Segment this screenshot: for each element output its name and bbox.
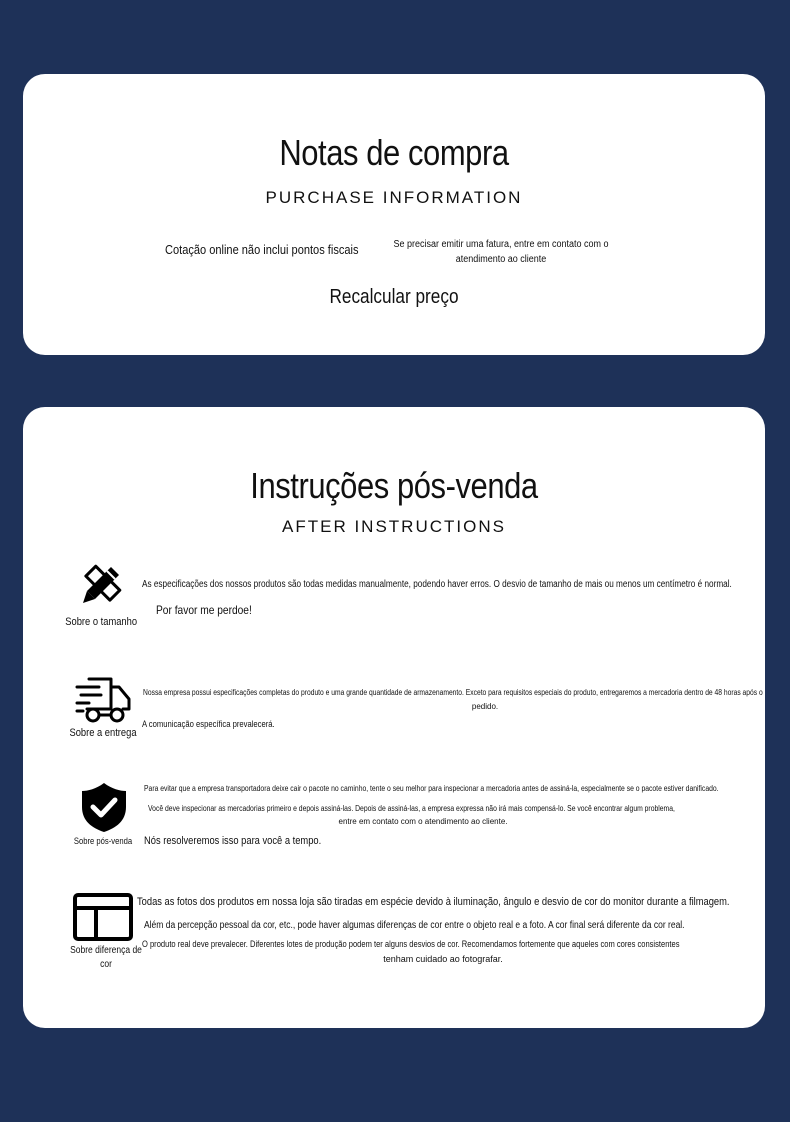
pencil-ruler-icon <box>77 563 123 609</box>
window-layout-icon <box>72 892 134 942</box>
delivery-text-1: Nossa empresa possui especificações completas do produto e uma grande quantidade de armazenamento. Exceto para requisitos especiais do produto, entregaremos a mercadoria dentro de 48 horas após o <box>143 688 763 697</box>
delivery-label: Sobre a entrega <box>69 727 137 739</box>
color-text-2: Além da percepção pessoal da cor, etc., pode haver algumas diferenças de cor entre o objeto real e a foto. A cor final será diferente da cor real. <box>144 920 685 931</box>
purchase-info-card <box>23 74 765 355</box>
purchase-title: Notas de compra <box>279 132 509 173</box>
after-sales-label: Sobre pós-venda <box>73 836 133 846</box>
invoice-note: Se precisar emitir uma fatura, entre em contato com o atendimento ao cliente <box>393 239 609 265</box>
size-text-1: As especificações dos nossos produtos são todas medidas manualmente, podendo haver erros. O desvio de tamanho de mais ou menos um centímetro é normal. <box>142 579 732 590</box>
size-text-2: Por favor me perdoe! <box>156 603 252 617</box>
shield-check-icon <box>80 781 128 833</box>
size-label: Sobre o tamanho <box>65 616 138 628</box>
after-sales-text-4: Nós resolveremos isso para você a tempo. <box>144 835 322 847</box>
after-sales-card <box>23 407 765 1028</box>
purchase-subtitle: PURCHASE INFORMATION <box>265 188 523 207</box>
delivery-truck-icon <box>75 675 133 723</box>
fiscal-note: Cotação online não inclui pontos fiscais <box>165 242 359 257</box>
recalculate-price-text: Recalcular preço <box>329 286 459 308</box>
color-text-4: tenham cuidado ao fotografar. <box>383 954 503 964</box>
color-text-1: Todas as fotos dos produtos em nossa loja são tiradas em espécie devido à iluminação, ângulo e desvio de cor do monitor durante a filmagem. <box>137 896 730 908</box>
color-text-3: O produto real deve prevalecer. Diferentes lotes de produção podem ter alguns desvios de cor. Recomendamos fortemente que aqueles com cores consistentes <box>142 939 680 949</box>
after-sales-text-1: Para evitar que a empresa transportadora deixe cair o pacote no caminho, tente o seu melhor para inspecionar a mercadoria antes de assiná-la, especialmente se o pacote estiver danificado. <box>144 784 719 793</box>
after-sales-text-3: entre em contato com o atendimento ao cliente. <box>338 817 508 826</box>
delivery-text-2: pedido. <box>471 702 499 711</box>
after-sales-subtitle: AFTER INSTRUCTIONS <box>282 517 506 536</box>
delivery-text-3: A comunicação específica prevalecerá. <box>142 719 275 729</box>
after-sales-title: Instruções pós-venda <box>250 465 538 506</box>
after-sales-text-2: Você deve inspecionar as mercadorias primeiro e depois assiná-las. Depois de assiná-las, a empresa expressa não irá mais compensá-lo. Se você encontrar algum problema, <box>148 804 675 813</box>
color-difference-label: Sobre diferença de cor <box>70 945 142 970</box>
